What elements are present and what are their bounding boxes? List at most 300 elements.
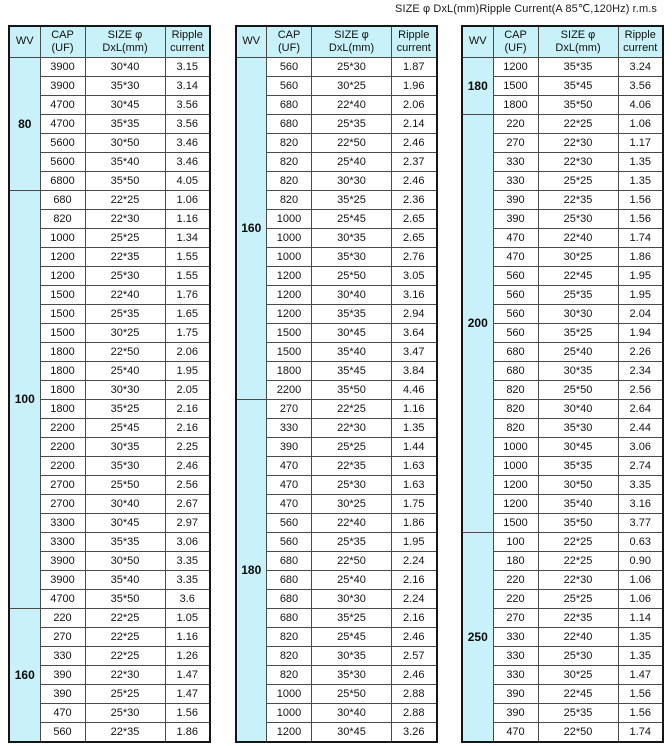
ripple-cell: 2.64: [618, 399, 663, 418]
spec-row: [9, 114, 210, 133]
size-cell: 30*30: [538, 304, 618, 323]
spec-row: [236, 589, 437, 608]
cap-cell: 2700: [40, 475, 85, 494]
cap-cell: 560: [267, 513, 312, 532]
size-cell: 35*45: [312, 361, 392, 380]
spec-row: [236, 646, 437, 665]
spec-table-2: [235, 25, 438, 743]
size-cell: 35*30: [538, 418, 618, 437]
ripple-cell: 2.06: [392, 95, 437, 114]
spec-row: [9, 304, 210, 323]
size-cell: 30*40: [85, 494, 165, 513]
size-cell: 30*40: [85, 57, 165, 76]
size-cell: 30*25: [312, 76, 392, 95]
spec-row: [9, 627, 210, 646]
cap-cell: 1200: [493, 475, 538, 494]
ripple-cell: 3.56: [165, 114, 210, 133]
cap-cell: 560: [493, 304, 538, 323]
ripple-cell: 1.47: [165, 665, 210, 684]
spec-row: [236, 190, 437, 209]
wv-header: WV: [236, 26, 267, 57]
size-cell: 35*35: [85, 114, 165, 133]
size-cell: 22*25: [85, 627, 165, 646]
tables-container: [8, 25, 664, 743]
spec-row: [462, 247, 663, 266]
cap-cell: 220: [493, 589, 538, 608]
size-cell: 25*35: [312, 114, 392, 133]
spec-row: [462, 95, 663, 114]
spec-row: [9, 532, 210, 551]
ripple-cell: 1.47: [618, 665, 663, 684]
spec-row: [9, 95, 210, 114]
cap-header: CAP (UF): [40, 26, 85, 57]
ripple-cell: 1.95: [392, 532, 437, 551]
cap-cell: 1200: [267, 266, 312, 285]
size-cell: 35*40: [85, 152, 165, 171]
ripple-cell: 2.74: [618, 456, 663, 475]
spec-row: [462, 646, 663, 665]
ripple-cell: 1.05: [165, 608, 210, 627]
spec-row: [462, 152, 663, 171]
spec-row: [236, 76, 437, 95]
cap-cell: 270: [493, 133, 538, 152]
ripple-cell: 1.35: [618, 152, 663, 171]
size-cell: 30*45: [85, 95, 165, 114]
cap-cell: 470: [493, 247, 538, 266]
cap-cell: 2200: [40, 418, 85, 437]
cap-cell: 1200: [267, 722, 312, 742]
cap-cell: 1500: [40, 323, 85, 342]
cap-cell: 390: [40, 684, 85, 703]
spec-row: [9, 152, 210, 171]
cap-cell: 220: [493, 114, 538, 133]
cap-cell: 1000: [267, 209, 312, 228]
cap-cell: 390: [493, 209, 538, 228]
size-cell: 22*25: [538, 551, 618, 570]
ripple-cell: 3.26: [392, 722, 437, 742]
cap-cell: 1800: [40, 342, 85, 361]
wv-cell: 80: [9, 57, 40, 190]
size-cell: 25*35: [538, 285, 618, 304]
ripple-cell: 1.75: [392, 494, 437, 513]
spec-row: [236, 437, 437, 456]
size-cell: 25*35: [538, 703, 618, 722]
ripple-cell: 2.06: [165, 342, 210, 361]
ripple-cell: 2.37: [392, 152, 437, 171]
ripple-cell: 1.94: [618, 323, 663, 342]
size-cell: 25*40: [85, 361, 165, 380]
spec-row: [9, 418, 210, 437]
size-cell: 25*25: [538, 589, 618, 608]
ripple-cell: 2.65: [392, 209, 437, 228]
cap-cell: 560: [267, 76, 312, 95]
spec-row: [462, 57, 663, 76]
cap-cell: 1000: [267, 247, 312, 266]
size-cell: 35*30: [312, 665, 392, 684]
spec-row: [236, 323, 437, 342]
cap-cell: 1000: [493, 456, 538, 475]
cap-cell: 3900: [40, 570, 85, 589]
cap-cell: 1800: [40, 361, 85, 380]
size-cell: 35*30: [312, 247, 392, 266]
spec-row: [9, 665, 210, 684]
cap-cell: 1200: [493, 57, 538, 76]
size-cell: 25*30: [538, 646, 618, 665]
sheet-title: SIZE φ DxL(mm)Ripple Current(A 85℃,120Hz) r.m.s: [395, 3, 657, 15]
cap-cell: 1200: [267, 285, 312, 304]
cap-cell: 470: [40, 703, 85, 722]
spec-row: [236, 684, 437, 703]
spec-row: [462, 703, 663, 722]
ripple-cell: 1.87: [392, 57, 437, 76]
size-cell: 35*40: [538, 494, 618, 513]
spec-row: [462, 323, 663, 342]
ripple-cell: 1.47: [165, 684, 210, 703]
wv-cell: 180: [462, 57, 493, 114]
spec-row: [236, 722, 437, 742]
cap-cell: 3300: [40, 513, 85, 532]
ripple-cell: 1.44: [392, 437, 437, 456]
cap-cell: 820: [493, 380, 538, 399]
spec-row: [236, 247, 437, 266]
ripple-cell: 1.06: [618, 570, 663, 589]
size-cell: 25*50: [538, 380, 618, 399]
cap-cell: 680: [40, 190, 85, 209]
ripple-cell: 2.16: [392, 570, 437, 589]
size-cell: 30*50: [85, 551, 165, 570]
cap-cell: 680: [267, 114, 312, 133]
spec-row: [236, 570, 437, 589]
cap-cell: 820: [493, 399, 538, 418]
ripple-cell: 1.95: [165, 361, 210, 380]
cap-cell: 560: [267, 57, 312, 76]
spec-row: [236, 475, 437, 494]
size-header: SIZE φ DxL(mm): [312, 26, 392, 57]
size-cell: 22*30: [538, 570, 618, 589]
spec-row: [462, 266, 663, 285]
spec-row: [9, 380, 210, 399]
ripple-cell: 3.16: [392, 285, 437, 304]
ripple-cell: 1.55: [165, 266, 210, 285]
size-cell: 22*25: [85, 190, 165, 209]
size-cell: 35*35: [538, 456, 618, 475]
ripple-cell: 2.46: [392, 627, 437, 646]
cap-cell: 330: [493, 627, 538, 646]
cap-cell: 560: [493, 266, 538, 285]
spec-row: [462, 437, 663, 456]
size-cell: 25*50: [312, 684, 392, 703]
cap-cell: 1200: [40, 247, 85, 266]
spec-row: [462, 171, 663, 190]
size-cell: 22*25: [85, 646, 165, 665]
ripple-cell: 0.90: [618, 551, 663, 570]
spec-row: [9, 133, 210, 152]
cap-cell: 6800: [40, 171, 85, 190]
size-cell: 22*50: [538, 722, 618, 742]
spec-row: [9, 76, 210, 95]
ripple-cell: 1.75: [165, 323, 210, 342]
spec-row: [462, 190, 663, 209]
ripple-cell: 3.06: [165, 532, 210, 551]
cap-cell: 390: [493, 190, 538, 209]
size-cell: 25*40: [312, 152, 392, 171]
spec-row: [9, 513, 210, 532]
size-cell: 30*25: [312, 494, 392, 513]
spec-row: [462, 532, 663, 551]
spec-row: [236, 627, 437, 646]
ripple-cell: 1.14: [618, 608, 663, 627]
size-cell: 25*45: [312, 209, 392, 228]
size-cell: 35*35: [312, 304, 392, 323]
spec-row: [236, 418, 437, 437]
ripple-cell: 1.76: [165, 285, 210, 304]
ripple-cell: 3.16: [618, 494, 663, 513]
ripple-header: Ripple current: [618, 26, 663, 57]
wv-cell: 180: [236, 399, 267, 742]
ripple-cell: 2.16: [165, 418, 210, 437]
spec-row: [9, 190, 210, 209]
size-cell: 25*25: [312, 437, 392, 456]
ripple-cell: 2.76: [392, 247, 437, 266]
size-cell: 30*50: [85, 133, 165, 152]
ripple-cell: 2.65: [392, 228, 437, 247]
ripple-header: Ripple current: [165, 26, 210, 57]
size-cell: 30*50: [538, 475, 618, 494]
ripple-cell: 1.17: [618, 133, 663, 152]
size-cell: 30*35: [312, 228, 392, 247]
cap-cell: 4700: [40, 114, 85, 133]
size-cell: 30*25: [85, 323, 165, 342]
size-cell: 35*25: [85, 399, 165, 418]
ripple-cell: 2.05: [165, 380, 210, 399]
ripple-cell: 1.95: [618, 266, 663, 285]
ripple-cell: 2.04: [618, 304, 663, 323]
spec-row: [9, 437, 210, 456]
spec-row: [462, 722, 663, 742]
cap-cell: 270: [40, 627, 85, 646]
spec-row: [462, 399, 663, 418]
cap-cell: 680: [493, 342, 538, 361]
ripple-cell: 1.35: [618, 171, 663, 190]
spec-row: [462, 513, 663, 532]
cap-cell: 220: [40, 608, 85, 627]
cap-cell: 1800: [40, 380, 85, 399]
size-cell: 30*45: [538, 437, 618, 456]
cap-cell: 1000: [40, 228, 85, 247]
cap-cell: 2200: [267, 380, 312, 399]
spec-row: [9, 570, 210, 589]
ripple-cell: 1.06: [618, 114, 663, 133]
cap-cell: 820: [267, 665, 312, 684]
spec-row: [462, 361, 663, 380]
cap-cell: 270: [267, 399, 312, 418]
spec-row: [236, 228, 437, 247]
ripple-cell: 2.44: [618, 418, 663, 437]
ripple-cell: 1.74: [618, 228, 663, 247]
spec-row: [9, 342, 210, 361]
cap-cell: 390: [493, 684, 538, 703]
size-cell: 22*50: [85, 342, 165, 361]
size-cell: 25*40: [538, 342, 618, 361]
ripple-cell: 2.56: [165, 475, 210, 494]
size-cell: 22*35: [85, 722, 165, 742]
ripple-cell: 2.24: [392, 551, 437, 570]
size-cell: 22*25: [312, 399, 392, 418]
spec-row: [462, 475, 663, 494]
size-cell: 35*25: [312, 608, 392, 627]
ripple-cell: 1.56: [165, 703, 210, 722]
cap-cell: 330: [493, 646, 538, 665]
size-cell: 22*30: [538, 133, 618, 152]
cap-cell: 820: [267, 171, 312, 190]
cap-cell: 180: [493, 551, 538, 570]
cap-cell: 470: [267, 475, 312, 494]
cap-cell: 3900: [40, 57, 85, 76]
ripple-cell: 2.26: [618, 342, 663, 361]
cap-cell: 820: [267, 627, 312, 646]
ripple-cell: 1.56: [618, 684, 663, 703]
spec-row: [9, 722, 210, 742]
spec-row: [462, 627, 663, 646]
spec-row: [9, 361, 210, 380]
ripple-cell: 2.57: [392, 646, 437, 665]
cap-cell: 470: [493, 722, 538, 742]
size-cell: 22*40: [538, 228, 618, 247]
spec-row: [462, 114, 663, 133]
cap-cell: 1500: [267, 323, 312, 342]
ripple-cell: 2.24: [392, 589, 437, 608]
cap-cell: 390: [40, 665, 85, 684]
ripple-cell: 1.65: [165, 304, 210, 323]
size-cell: 30*40: [312, 285, 392, 304]
size-cell: 25*45: [85, 418, 165, 437]
spec-row: [236, 532, 437, 551]
wv-cell: 160: [9, 608, 40, 742]
cap-cell: 680: [267, 570, 312, 589]
cap-cell: 1800: [40, 399, 85, 418]
cap-cell: 560: [493, 323, 538, 342]
size-cell: 35*25: [312, 190, 392, 209]
cap-cell: 270: [493, 608, 538, 627]
size-cell: 25*50: [312, 266, 392, 285]
size-cell: 35*40: [85, 570, 165, 589]
size-cell: 30*30: [85, 380, 165, 399]
ripple-cell: 2.88: [392, 684, 437, 703]
spec-row: [462, 589, 663, 608]
cap-cell: 100: [493, 532, 538, 551]
cap-cell: 680: [267, 551, 312, 570]
cap-cell: 1500: [40, 304, 85, 323]
spec-row: [9, 209, 210, 228]
cap-cell: 820: [40, 209, 85, 228]
ripple-cell: 4.46: [392, 380, 437, 399]
spec-row: [236, 380, 437, 399]
size-cell: 30*35: [85, 437, 165, 456]
spec-row: [236, 57, 437, 76]
size-header: SIZE φ DxL(mm): [538, 26, 618, 57]
size-cell: 25*30: [85, 703, 165, 722]
ripple-cell: 3.56: [618, 76, 663, 95]
size-cell: 25*30: [312, 57, 392, 76]
cap-cell: 1000: [267, 684, 312, 703]
spec-row: [9, 589, 210, 608]
size-cell: 35*25: [538, 323, 618, 342]
spec-row: [9, 266, 210, 285]
wv-header: WV: [9, 26, 40, 57]
cap-cell: 2200: [40, 437, 85, 456]
size-cell: 35*40: [312, 342, 392, 361]
cap-cell: 3300: [40, 532, 85, 551]
size-cell: 22*40: [85, 285, 165, 304]
spec-row: [9, 57, 210, 76]
size-cell: 25*30: [85, 266, 165, 285]
ripple-cell: 2.46: [392, 133, 437, 152]
cap-cell: 820: [267, 133, 312, 152]
header-row: [236, 26, 437, 57]
cap-cell: 330: [493, 152, 538, 171]
spec-row: [236, 665, 437, 684]
cap-cell: 470: [267, 494, 312, 513]
spec-row: [9, 703, 210, 722]
size-cell: 35*50: [538, 513, 618, 532]
cap-cell: 1800: [493, 95, 538, 114]
size-cell: 22*35: [538, 190, 618, 209]
ripple-cell: 1.86: [165, 722, 210, 742]
cap-cell: 5600: [40, 133, 85, 152]
ripple-cell: 2.34: [618, 361, 663, 380]
ripple-cell: 1.63: [392, 456, 437, 475]
size-cell: 25*35: [312, 532, 392, 551]
cap-cell: 1500: [40, 285, 85, 304]
ripple-cell: 3.24: [618, 57, 663, 76]
ripple-cell: 1.35: [618, 627, 663, 646]
cap-cell: 680: [493, 361, 538, 380]
ripple-cell: 2.36: [392, 190, 437, 209]
spec-row: [9, 475, 210, 494]
cap-cell: 4700: [40, 589, 85, 608]
cap-cell: 820: [267, 190, 312, 209]
cap-cell: 390: [267, 437, 312, 456]
cap-cell: 560: [267, 532, 312, 551]
spec-row: [236, 152, 437, 171]
cap-cell: 5600: [40, 152, 85, 171]
size-cell: 22*40: [312, 513, 392, 532]
cap-cell: 1000: [493, 437, 538, 456]
ripple-cell: 3.77: [618, 513, 663, 532]
spec-row: [9, 494, 210, 513]
ripple-cell: 3.14: [165, 76, 210, 95]
spec-row: [236, 551, 437, 570]
size-cell: 30*25: [538, 247, 618, 266]
spec-row: [462, 456, 663, 475]
ripple-cell: 2.94: [392, 304, 437, 323]
spec-row: [236, 399, 437, 418]
size-cell: 30*45: [85, 513, 165, 532]
ripple-cell: 2.46: [165, 456, 210, 475]
ripple-cell: 3.35: [618, 475, 663, 494]
spec-row: [462, 551, 663, 570]
cap-cell: 220: [493, 570, 538, 589]
size-cell: 22*40: [538, 627, 618, 646]
cap-cell: 1200: [267, 304, 312, 323]
ripple-cell: 2.67: [165, 494, 210, 513]
spec-row: [236, 114, 437, 133]
cap-cell: 820: [267, 152, 312, 171]
cap-cell: 820: [267, 646, 312, 665]
cap-cell: 680: [267, 95, 312, 114]
ripple-cell: 1.35: [618, 646, 663, 665]
spec-row: [236, 266, 437, 285]
